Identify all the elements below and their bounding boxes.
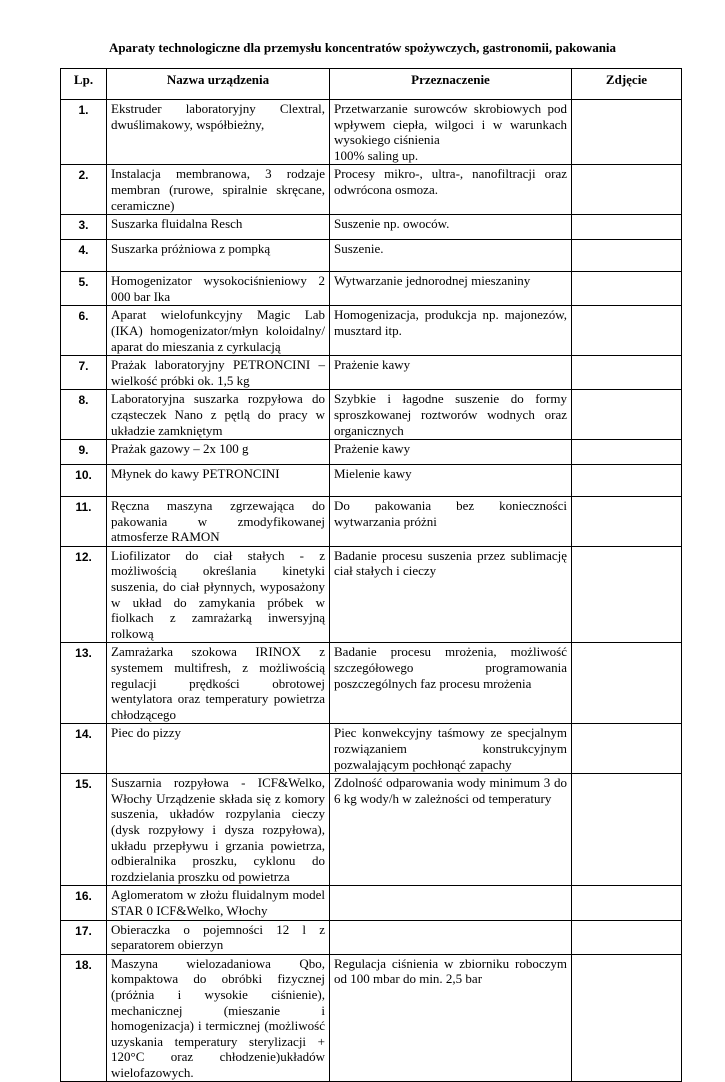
row-number-cell — [61, 100, 107, 165]
table-header-row — [61, 69, 682, 100]
row-number: 12. — [75, 549, 92, 564]
device-name-cell — [107, 240, 330, 272]
device-photo-cell — [572, 440, 682, 465]
device-name: Prażak laboratoryjny PETRONCINI – wielkość próbki ok. 1,5 kg — [111, 357, 325, 388]
table-row — [61, 215, 682, 240]
device-purpose: Przetwarzanie surowców skrobiowych pod wpływem ciepła, wilgoci i w warunkach wysokiego ciśnienia 100% saling up. — [334, 101, 567, 163]
table-row — [61, 100, 682, 165]
row-number-cell — [61, 724, 107, 774]
device-photo-cell — [572, 165, 682, 215]
device-name: Zamrażarka szokowa IRINOX z systemem multifresh, z możliwością regulacji prędkości obrotowej wentylatora oraz temperatury powietrza chłodzącego — [111, 644, 325, 722]
device-purpose-cell — [330, 497, 572, 547]
device-purpose-cell — [330, 165, 572, 215]
device-purpose: Suszenie. — [334, 241, 384, 257]
table-row — [61, 165, 682, 215]
device-name-cell — [107, 356, 330, 390]
device-purpose: Wytwarzanie jednorodnej mieszaniny — [334, 273, 531, 289]
device-purpose-cell — [330, 272, 572, 306]
device-purpose-cell — [330, 954, 572, 1082]
table-row — [61, 886, 682, 920]
device-purpose-cell — [330, 546, 572, 643]
device-name-cell — [107, 165, 330, 215]
header-lp: Lp. — [61, 69, 107, 100]
row-number: 1. — [78, 103, 89, 117]
device-name: Suszarka fluidalna Resch — [111, 216, 243, 232]
device-name: Liofilizator do ciał stałych - z możliwością określania kinetyki suszenia, do ciał płynnych, wyposażony w układ do zamykania próbek w fiolkach z zamrażarką inwersyjną rolkową — [111, 547, 325, 641]
row-number-cell — [61, 165, 107, 215]
table-row — [61, 954, 682, 1082]
device-photo-cell — [572, 724, 682, 774]
device-purpose: Suszenie np. owoców. — [334, 216, 450, 232]
header-device-name: Nazwa urządzenia — [107, 69, 330, 100]
device-purpose-cell — [330, 356, 572, 390]
row-number-cell — [61, 774, 107, 886]
device-name: Homogenizator wysokociśnieniowy 2 000 bar Ika — [111, 273, 325, 304]
device-photo-cell — [572, 306, 682, 356]
table-row — [61, 272, 682, 306]
row-number: 2. — [78, 168, 89, 183]
row-number-cell — [61, 546, 107, 643]
row-number: 7. — [78, 359, 89, 374]
device-purpose: Badanie procesu suszenia przez sublimację ciał stałych i cieczy — [334, 547, 567, 579]
device-photo-cell — [572, 240, 682, 272]
row-number: 13. — [75, 646, 92, 661]
device-name-cell — [107, 886, 330, 920]
device-purpose-cell — [330, 440, 572, 465]
table-row — [61, 390, 682, 440]
row-number: 18. — [75, 957, 92, 972]
device-photo-cell — [572, 546, 682, 643]
row-number-cell — [61, 240, 107, 272]
device-purpose: Badanie procesu mrożenia, możliwość szczegółowego programowania poszczególnych faz procesu mrożenia — [334, 644, 567, 691]
device-name-cell — [107, 440, 330, 465]
device-name: Suszarnia rozpyłowa - ICF&Welko, Włochy Urządzenie składa się z komory suszenia, układów rozpylania cieczy (dysk rozpyłowy i dysza rozpyłowa), układu przepływu i grzania powietrza, odbieralnika proszku, cyklonu do rozdzielania proszku od powietrza — [111, 775, 325, 884]
header-purpose: Przeznaczenie — [330, 69, 572, 100]
device-name: Młynek do kawy PETRONCINI — [111, 466, 280, 482]
device-name: Obieraczka o pojemności 12 l z separatorem obierzyn — [111, 921, 325, 953]
device-name: Suszarka próżniowa z pompką — [111, 241, 271, 257]
header-photo: Zdjęcie — [572, 69, 682, 100]
device-purpose-cell — [330, 240, 572, 272]
device-purpose: Mielenie kawy — [334, 466, 412, 482]
device-purpose-cell — [330, 886, 572, 920]
row-number-cell — [61, 356, 107, 390]
device-name: Maszyna wielozadaniowa Qbo, kompaktowa do obróbki fizycznej (próżnia i wysokie ciśnienie), mechanicznej (mieszanie i homogenizacja) i termicznej (możliwość uzyskania temperatury sterylizacji + 120°C oraz chłodzenie)układów wielofazowych. — [111, 955, 325, 1080]
device-name-cell — [107, 215, 330, 240]
row-number: 14. — [75, 727, 92, 742]
device-photo-cell — [572, 497, 682, 547]
row-number: 10. — [75, 468, 92, 483]
device-name-cell — [107, 643, 330, 724]
table-row — [61, 774, 682, 886]
device-name-cell — [107, 724, 330, 774]
row-number: 4. — [78, 243, 89, 258]
row-number: 11. — [75, 500, 92, 515]
device-name-cell — [107, 100, 330, 165]
row-number-cell — [61, 920, 107, 954]
table-row — [61, 240, 682, 272]
device-name: Laboratoryjna suszarka rozpyłowa do cząsteczek Nano z pętlą do pracy w układzie zamkniętym — [111, 391, 325, 438]
device-name-cell — [107, 954, 330, 1082]
device-photo-cell — [572, 774, 682, 886]
device-name-cell — [107, 546, 330, 643]
row-number-cell — [61, 643, 107, 724]
table-row — [61, 356, 682, 390]
row-number-cell — [61, 465, 107, 497]
row-number: 17. — [75, 923, 92, 938]
device-name-cell — [107, 272, 330, 306]
table-row — [61, 306, 682, 356]
device-purpose-cell — [330, 390, 572, 440]
row-number: 8. — [78, 393, 89, 408]
device-purpose-cell — [330, 306, 572, 356]
table-row — [61, 724, 682, 774]
device-photo-cell — [572, 954, 682, 1082]
row-number-cell — [61, 272, 107, 306]
device-name: Aparat wielofunkcyjny Magic Lab (IKA) homogenizator/młyn koloidalny/ aparat do mieszania z cyrkulacją — [111, 307, 325, 354]
device-purpose: Piec konwekcyjny taśmowy ze specjalnym rozwiązaniem konstrukcyjnym pozwalającym pochłonąć zapachy — [334, 725, 567, 772]
device-photo-cell — [572, 100, 682, 165]
row-number-cell — [61, 954, 107, 1082]
device-name-cell — [107, 390, 330, 440]
device-purpose-cell — [330, 215, 572, 240]
row-number: 6. — [78, 309, 89, 324]
device-photo-cell — [572, 920, 682, 954]
device-name-cell — [107, 465, 330, 497]
device-name: Ekstruder laboratoryjny Clextral, dwuślimakowy, współbieżny, — [111, 101, 325, 132]
table-row — [61, 465, 682, 497]
device-photo-cell — [572, 215, 682, 240]
device-purpose: Prażenie kawy — [334, 441, 411, 457]
device-photo-cell — [572, 465, 682, 497]
row-number-cell — [61, 306, 107, 356]
device-purpose-cell — [330, 100, 572, 165]
row-number: 16. — [75, 889, 92, 904]
device-purpose-cell — [330, 920, 572, 954]
device-name-cell — [107, 774, 330, 886]
device-purpose: Do pakowania bez konieczności wytwarzania próżni — [334, 498, 567, 529]
device-photo-cell — [572, 272, 682, 306]
row-number: 15. — [75, 777, 92, 792]
device-photo-cell — [572, 356, 682, 390]
device-photo-cell — [572, 886, 682, 920]
device-photo-cell — [572, 390, 682, 440]
device-name: Prażak gazowy – 2x 100 g — [111, 441, 249, 457]
device-purpose: Zdolność odparowania wody minimum 3 do 6 kg wody/h w zależności od temperatury — [334, 775, 567, 806]
equipment-table — [60, 68, 682, 1082]
device-name-cell — [107, 920, 330, 954]
table-body — [61, 100, 682, 1082]
table-row — [61, 440, 682, 465]
row-number: 3. — [78, 218, 89, 233]
row-number: 5. — [78, 275, 89, 290]
device-purpose: Szybkie i łagodne suszenie do formy sproszkowanej roztworów wodnych oraz organicznych — [334, 391, 567, 438]
device-name: Piec do pizzy — [111, 725, 182, 741]
device-purpose-cell — [330, 724, 572, 774]
row-number-cell — [61, 215, 107, 240]
device-purpose: Prażenie kawy — [334, 357, 411, 373]
table-row — [61, 546, 682, 643]
device-purpose-cell — [330, 643, 572, 724]
device-name-cell — [107, 497, 330, 547]
table-row — [61, 920, 682, 954]
device-purpose: Regulacja ciśnienia w zbiorniku roboczym od 100 mbar do min. 2,5 bar — [334, 955, 567, 987]
row-number: 9. — [78, 443, 89, 458]
page-title: Aparaty technologiczne dla przemysłu koncentratów spożywczych, gastronomii, pakowania — [108, 40, 617, 55]
row-number-cell — [61, 886, 107, 920]
device-name: Aglomeratom w złożu fluidalnym model STAR 0 ICF&Welko, Włochy — [111, 887, 325, 918]
table-row — [61, 497, 682, 547]
device-name-cell — [107, 306, 330, 356]
device-photo-cell — [572, 643, 682, 724]
device-purpose-cell — [330, 774, 572, 886]
row-number-cell — [61, 440, 107, 465]
device-purpose: Homogenizacja, produkcja np. majonezów, musztard itp. — [334, 307, 567, 338]
table-row — [61, 643, 682, 724]
row-number-cell — [61, 390, 107, 440]
device-purpose: Procesy mikro-, ultra-, nanofiltracji oraz odwrócona osmoza. — [334, 166, 567, 197]
device-purpose-cell — [330, 465, 572, 497]
device-name: Instalacja membranowa, 3 rodzaje membran (rurowe, spiralnie skręcane, ceramiczne) — [111, 166, 325, 213]
row-number-cell — [61, 497, 107, 547]
device-name: Ręczna maszyna zgrzewająca do pakowania w zmodyfikowanej atmosferze RAMON — [111, 498, 325, 545]
